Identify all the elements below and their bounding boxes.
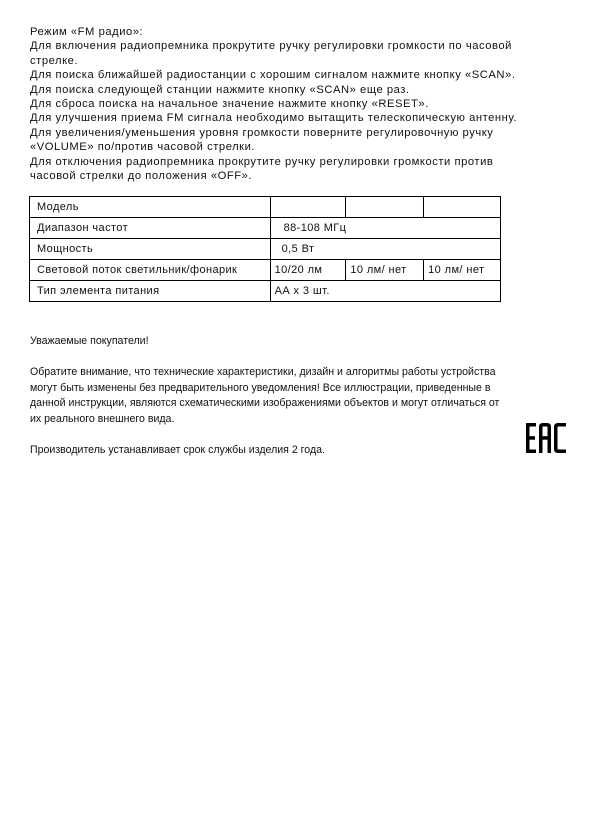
instruction-line: стрелке. (30, 54, 79, 67)
disclaimer-line: данной инструкции, являются схематическими изображениями объектов и могут отличаться от (30, 397, 500, 409)
table-row (30, 218, 501, 239)
table-row (30, 197, 501, 218)
instruction-line: Для улучшения приема FM сигнала необходимо вытащить телескопическую антенну. (30, 112, 518, 125)
service-life: Производитель устанавливает срок службы изделия 2 года. (30, 443, 325, 456)
instruction-line: часовой стрелки до положения «OFF». (30, 170, 253, 183)
greeting: Уважаемые покупатели! (30, 335, 149, 347)
frequency-range-label: Диапазон частот (30, 218, 271, 239)
instruction-line: Для сброса поиска на начальное значение нажмите кнопку «RESET». (30, 98, 429, 111)
frequency-range-value: 88-108 МГц (270, 218, 500, 239)
luminous-flux-value: 10/20 лм (270, 260, 346, 281)
disclaimer-line: Обратите внимание, что технические характеристики, дизайн и алгоритмы работы устройства (30, 366, 496, 378)
disclaimer-line: их реального внешнего вида. (30, 412, 175, 425)
fm-mode-title: Режим «FM радио»: (30, 26, 144, 38)
power-label: Мощность (30, 239, 271, 260)
luminous-flux-value: 10 лм/ нет (424, 260, 501, 281)
fm-radio-instructions (30, 25, 570, 183)
instruction-line: Для включения радиопремника прокрутите ручку регулировки громкости по часовой (30, 40, 512, 53)
model-value-cell (424, 197, 501, 218)
table-row (30, 281, 501, 302)
table-row (30, 239, 501, 260)
disclaimer-paragraph (30, 365, 570, 427)
battery-type-label: Тип элемента питания (30, 281, 271, 302)
specs-table (29, 196, 501, 302)
model-value-cell (346, 197, 424, 218)
disclaimer-line: могут быть изменены без предварительного уведомления! Все иллюстрации, приведенные в (30, 381, 491, 394)
luminous-flux-value: 10 лм/ нет (346, 260, 424, 281)
instruction-line: Для поиска ближайшей радиостанции с хорошим сигналом нажмите кнопку «SCAN». (30, 69, 516, 82)
instruction-line: «VOLUME» по/против часовой стрелки. (30, 141, 256, 154)
eac-logo (526, 423, 566, 453)
model-value-cell (270, 197, 346, 218)
model-label: Модель (30, 197, 271, 218)
battery-type-value: АА х 3 шт. (270, 281, 500, 302)
customer-notice (30, 334, 570, 474)
table-row (30, 260, 501, 281)
instruction-line: Для поиска следующей станции нажмите кнопку «SCAN» еще раз. (30, 83, 410, 96)
luminous-flux-label: Световой поток светильник/фонарик (30, 260, 271, 281)
instruction-line: Для отключения радиопремника прокрутите ручку регулировки громкости против (30, 155, 494, 168)
instruction-line: Для увеличения/уменьшения уровня громкости поверните регулировочную ручку (30, 126, 494, 139)
power-value: 0,5 Вт (270, 239, 500, 260)
